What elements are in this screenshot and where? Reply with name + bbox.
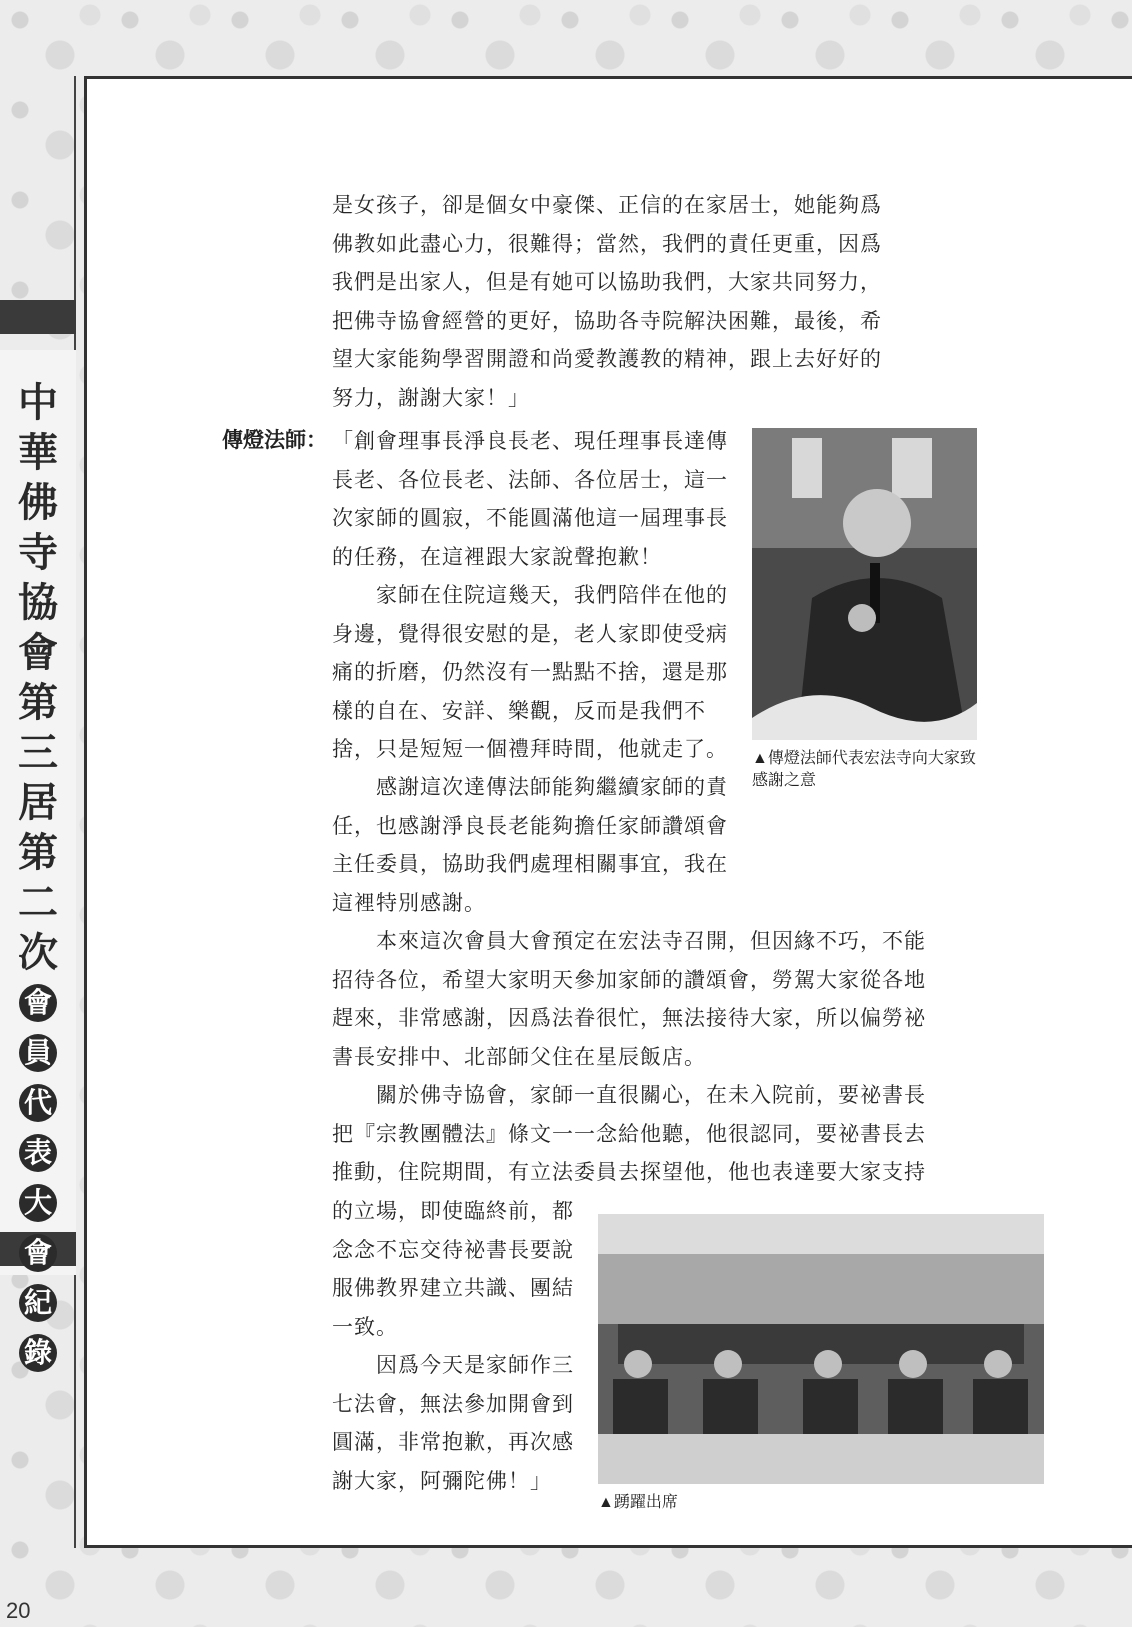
speaker-photo-illustration — [752, 428, 977, 740]
audience-photo-illustration — [598, 1214, 1044, 1484]
paragraph-meeting-venue: 本來這次會員大會預定在宏法寺召開，但因緣不巧，不能招待各位，希望大家明天參加家師的讚頌會，勞駕大家從各地趕來，非常感謝，因爲法眷很忙，無法接待大家，所以偏勞祕書長安排中、北部師父住在星辰飯店。 — [332, 929, 926, 1069]
title-char-circled: 紀 — [19, 1284, 57, 1322]
title-char: 協 — [18, 579, 58, 626]
title-char: 華 — [18, 429, 58, 476]
title-char-circled: 表 — [19, 1134, 57, 1172]
paragraph-speech-opening: 「創會理事長淨良長老、現任理事長達傳長老、各位長老、法師、各位居士，這一次家師的圓寂，不能圓滿他這一屆理事長的任務，在這裡跟大家說聲抱歉！ — [332, 429, 728, 569]
paragraph-thanks: 感謝這次達傳法師能夠繼續家師的責任，也感謝淨良長老能夠擔任家師讚頌會主任委員，協助我們處理相關事宜，我在這裡特別感謝。 — [332, 775, 728, 915]
paragraph-closing-remarks: 是女孩子，卻是個女中豪傑、正信的在家居士，她能夠爲佛教如此盡心力，很難得；當然，我們的責任更重，因爲我們是出家人，但是有她可以協助我們，大家共同努力，把佛寺協會經營的更好，協助各寺院解決困難，最後，希望大家能夠學習開證和尚愛教護教的精神，跟上去好好的努力，謝謝大家！」 — [332, 193, 882, 410]
title-char: 第 — [18, 679, 58, 726]
speaker-label: 傳燈法師： — [222, 429, 327, 452]
title-char-circled: 錄 — [19, 1334, 57, 1372]
title-char: 三 — [18, 729, 58, 776]
paragraph-association-concern: 關於佛寺協會，家師一直很關心，在未入院前，要祕書長把『宗教團體法』條文一一念給他聽，他很認同，要祕書長去推動，住院期間，有立法委員去探望他，他也表達要大家支持 — [332, 1083, 926, 1184]
title-char-circled: 會 — [19, 1234, 57, 1272]
title-char-circled: 員 — [19, 1034, 57, 1072]
title-char: 會 — [18, 629, 58, 676]
title-char: 居 — [18, 779, 58, 826]
paragraph-final-wishes: 的立場，即使臨終前，都念念不忘交待祕書長要說服佛教界建立共識、團結一致。 — [332, 1199, 574, 1339]
audience-photo-caption: ▲踴躍出席 — [598, 1494, 678, 1511]
title-char: 第 — [18, 829, 58, 876]
paragraph-hospital-days: 家師在住院這幾天，我們陪伴在他的身邊，覺得很安慰的是，老人家即使受病痛的折磨，仍然沒有一點點不捨，還是那樣的自在、安詳、樂觀，反而是我們不捨，只是短短一個禮拜時間，他就走了。 — [332, 583, 728, 761]
audience-photo — [598, 1214, 1044, 1484]
title-char: 中 — [18, 379, 58, 426]
speaker-photo — [752, 428, 977, 740]
paragraph-closing-thanks: 因爲今天是家師作三七法會，無法參加開會到圓滿，非常抱歉，再次感謝大家，阿彌陀佛！」 — [332, 1353, 574, 1493]
speaker-photo-caption: ▲傳燈法師代表宏法寺向大家致感謝之意 — [752, 750, 976, 789]
title-char: 二 — [18, 879, 58, 926]
title-char: 次 — [18, 929, 58, 976]
vertical-section-title — [8, 378, 68, 1378]
title-char-circled: 代 — [19, 1084, 57, 1122]
title-char: 寺 — [18, 529, 58, 576]
sidebar-top-bar — [0, 300, 76, 334]
title-char: 佛 — [18, 479, 58, 526]
title-char-circled: 大 — [19, 1184, 57, 1222]
page-number: 20 — [6, 1598, 31, 1623]
title-char-circled: 會 — [19, 984, 57, 1022]
